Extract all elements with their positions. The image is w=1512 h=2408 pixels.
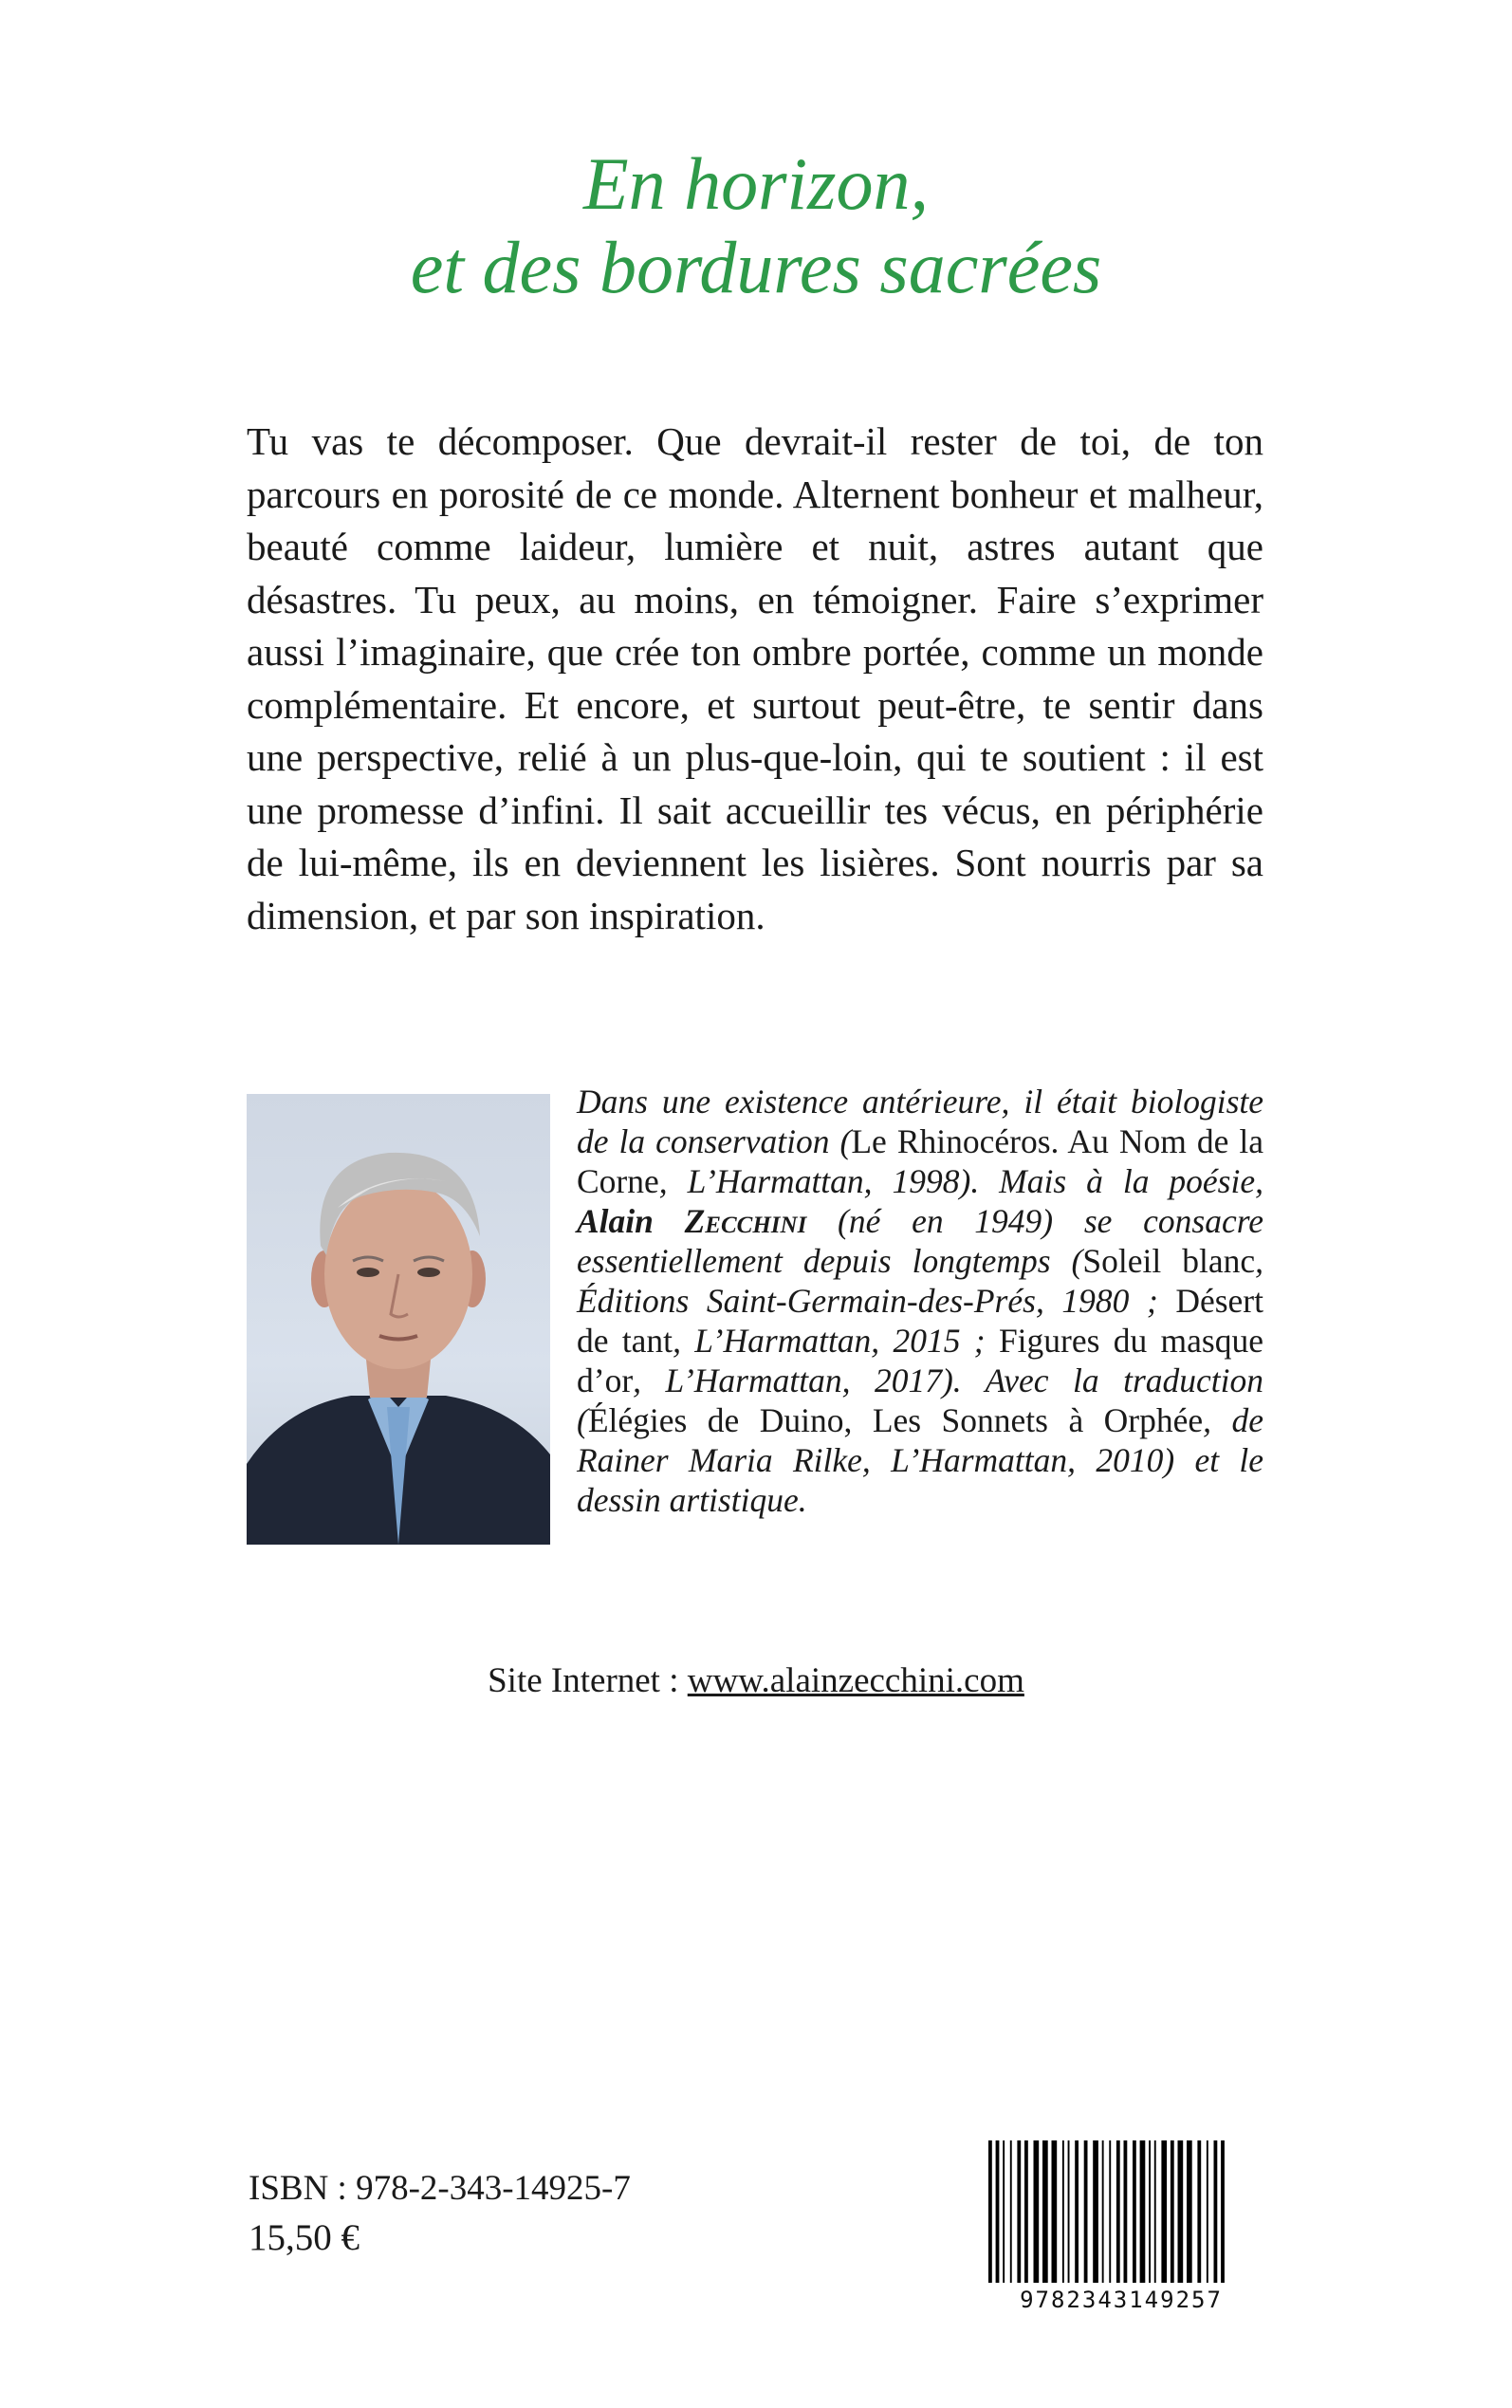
barcode-bar [1017,2140,1021,2283]
barcode-bar [1024,2140,1028,2283]
barcode-bar [1149,2140,1151,2283]
author-biography [577,1082,1263,1520]
bio-work-rilke: Élégies de Duino, Les Sonnets à Orphée [587,1401,1204,1439]
barcode-bar [1116,2140,1120,2283]
website-label: Site Internet : [488,1661,688,1700]
barcode-bar [996,2140,1000,2283]
bio-text-3: (né en 1949) se consacre essentiellement depuis longtemps ( [577,1202,1263,1280]
barcode-bar [1197,2140,1201,2283]
author-portrait-image [247,1094,550,1545]
barcode-bar [988,2140,992,2283]
barcode-bar [1154,2140,1156,2283]
barcode-bar [1084,2140,1088,2283]
barcode-bar [1093,2140,1098,2283]
bio-text-5: , L’Harmattan, 2015 ; [673,1322,999,1360]
barcode-bar [1003,2140,1005,2283]
barcode-digits: 9782343149257 [1020,2287,1223,2313]
barcode-bar [1034,2140,1040,2283]
isbn: ISBN : 978-2-343-14925-7 [249,2169,631,2208]
bio-text-4: , Éditions Saint-Germain-des-Prés, 1980 ; [577,1242,1264,1320]
author-photo [247,1094,550,1545]
barcode-bar [1178,2140,1184,2283]
barcode-bar [1052,2140,1058,2283]
title-line-1: En horizon, [582,142,930,225]
barcode-bar [1161,2140,1167,2283]
bio-work-desert-de-tant: Désert de tant [577,1282,1263,1360]
barcode-bars [975,2140,1267,2283]
website-line [0,1660,1512,1701]
author-name [577,1202,806,1240]
book-title [0,142,1512,309]
author-last-name: Zecchini [684,1202,807,1240]
bio-work-figures: Figures du masque d’or [577,1322,1263,1399]
barcode-bar [1214,2140,1218,2283]
barcode-bar [1221,2140,1225,2283]
bio-text-2: , L’Harmattan, 1998). Mais à la poésie, [658,1162,1263,1200]
bio-work-rhinoceros: Le Rhinocéros. Au Nom de la Corne [577,1122,1263,1200]
barcode-bar [1207,2140,1208,2283]
title-line-2: et des bordures sacrées [410,226,1102,308]
barcode-bar [1062,2140,1064,2283]
barcode-bar [1140,2140,1146,2283]
barcode-bar [1102,2140,1104,2283]
author-first-name: Alain [577,1202,685,1240]
barcode-bar [1133,2140,1136,2283]
barcode-bar [1124,2140,1128,2283]
isbn-barcode [975,2140,1267,2317]
back-cover-blurb: Tu vas te décomposer. Que devrait-il rester de toi, de ton parcours en porosité de ce monde. Alternent bonheur et malheur, beauté comme laideur, lumière et nuit, astres autant que désastres. Tu peux, au moins, en témoigner. Faire s’exprimer aussi l’imaginaire, que crée ton ombre portée, comme un monde complémentaire. Et encore, et surtout peut-être, te sentir dans une perspective, relié à un plus-que-loin, qui te soutient : il est une promesse d’infini. Il sait accueillir tes vécus, en périphérie de lui-même, ils en deviennent les lisières. Sont nourris par sa dimension, et par son inspiration. [247,419,1263,937]
barcode-bar [1187,2140,1192,2283]
barcode-bar [1068,2140,1070,2283]
barcode-bar [1171,2140,1174,2283]
barcode-bar [1042,2140,1048,2283]
barcode-bar [1075,2140,1079,2283]
price: 15,50 € [249,2217,360,2258]
bio-text-7: , de Rainer Maria Rilke, L’Harmattan, 2010) et le dessin artistique. [577,1401,1263,1519]
bio-work-soleil-blanc: Soleil blanc [1082,1242,1256,1280]
bio-text-6: , L’Harmattan, 2017). Avec la traduction ( [577,1361,1263,1439]
barcode-bar [1010,2140,1012,2283]
barcode-bar [1109,2140,1111,2283]
bio-text-1: Dans une existence antérieure, il était biologiste de la conservation ( [577,1083,1263,1160]
website-link[interactable]: www.alainzecchini.com [687,1661,1024,1700]
